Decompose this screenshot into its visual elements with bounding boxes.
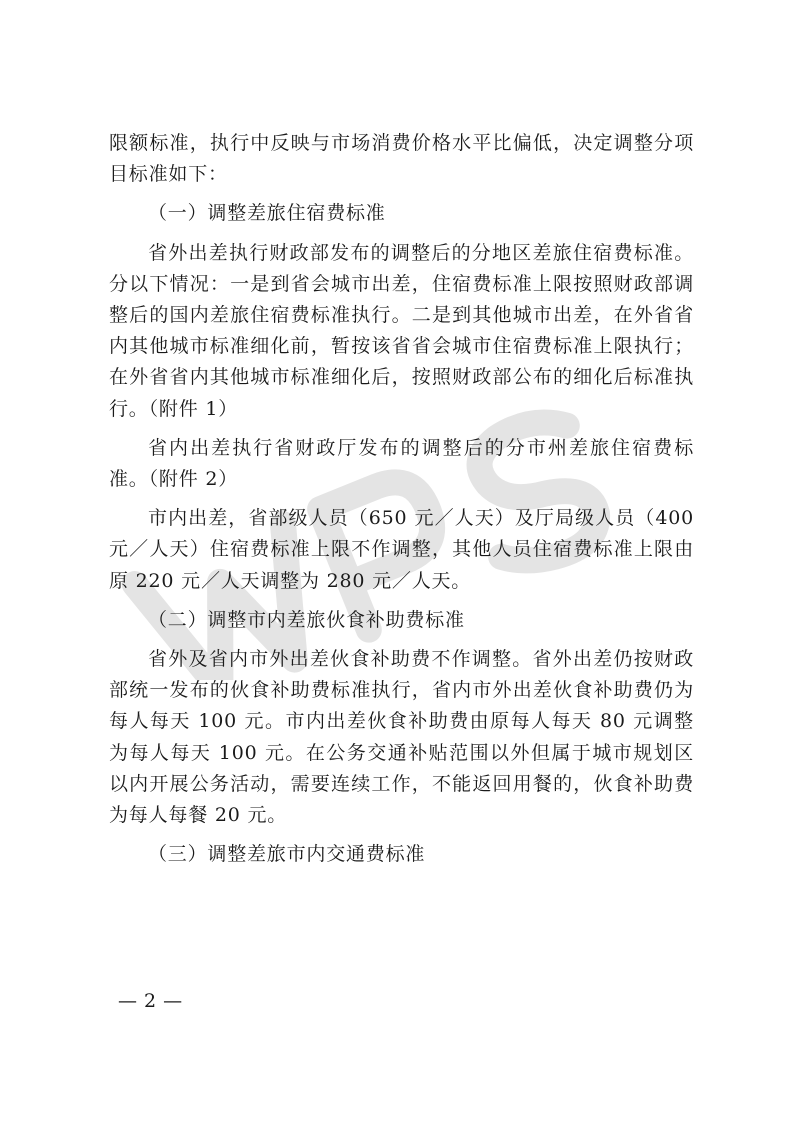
paragraph-meal-allowance: 省外及省内市外出差伙食补助费不作调整。省外出差仍按财政部统一发布的伙食补助费标准执行，省内市外出差伙食补助费仍为每人每天 100 元。市内出差伙食补助费由原每人每天 80 元调整为每人每天 100 元。在公务交通补贴范围以外但属于城市规划区以内开展公务活动，需要连续工作，不能返回用餐的，伙食补助费为每人每餐 20 元。 (109, 648, 694, 827)
paragraph-in-city: 市内出差，省部级人员（650 元／人天）及厅局级人员（400 元／人天）住宿费标准上限不作调整，其他人员住宿费标准上限由原 220 元／人天调整为 280 元／人天。 (109, 507, 694, 592)
section-heading-transport: （三）调整差旅市内交通费标准 (148, 843, 426, 866)
paragraph-continuation: 限额标准，执行中反映与市场消费价格水平比偏低，决定调整分项目标准如下： (109, 132, 694, 186)
section-heading-meal-allowance: （二）调整市内差旅伙食补助费标准 (148, 608, 465, 631)
section-heading-accommodation: （一）调整差旅住宿费标准 (148, 202, 386, 225)
page-number: — 2 — (118, 990, 183, 1012)
paragraph-in-province: 省内出差执行省财政厅发布的调整后的分市州差旅住宿费标准。（附件 2） (109, 436, 694, 491)
paragraph-out-of-province: 省外出差执行财政部发布的调整后的分地区差旅住宿费标准。分以下情况：一是到省会城市出差，住宿费标准上限按照财政部调整后的国内差旅住宿费标准执行。二是到其他城市出差，在外省省内其他城市标准细化前，暂按该省省会城市住宿费标准上限执行；在外省省内其他城市标准细化后，按照财政部公布的细化后标准执行。（附件 1） (109, 241, 694, 420)
document-body (109, 128, 694, 870)
